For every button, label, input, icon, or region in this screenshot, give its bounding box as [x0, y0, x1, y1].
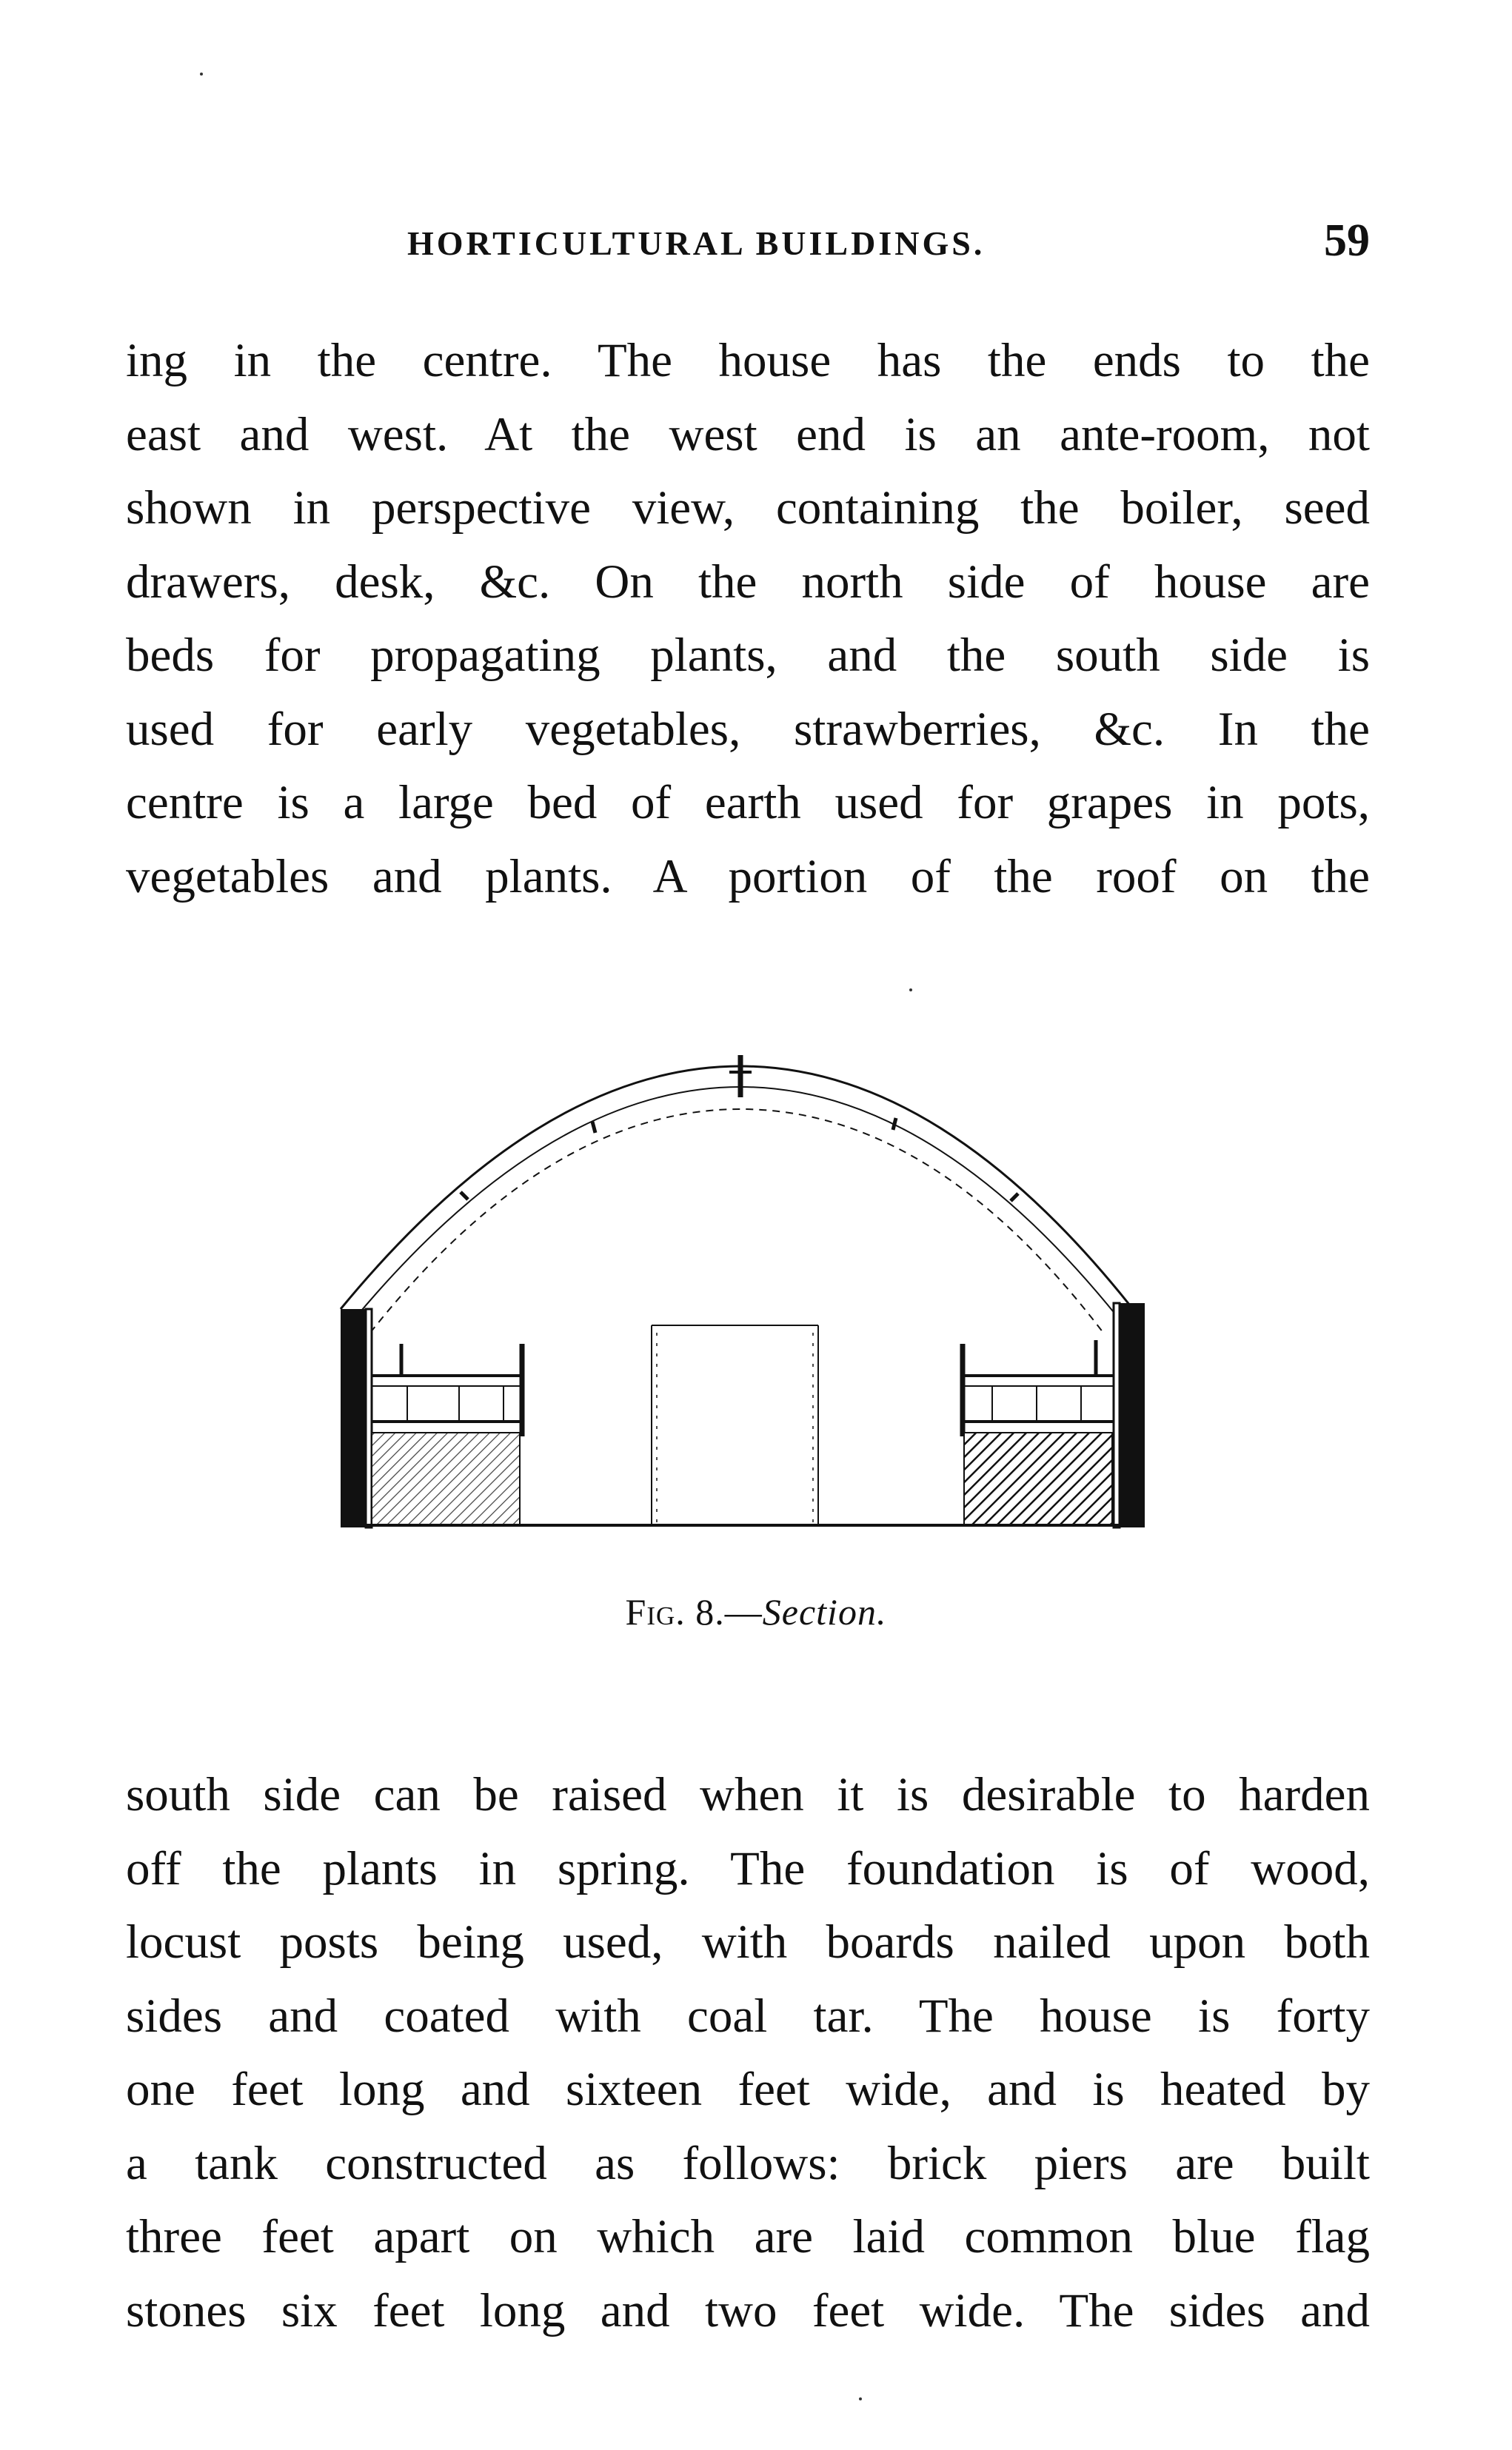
central-bed [652, 1325, 818, 1525]
text-line: shown in perspective view, containing the boiler, seed [126, 481, 1370, 535]
right-bench [963, 1340, 1114, 1436]
paragraph-bottom [126, 1758, 1370, 2348]
text-line: one feet long and sixteen feet wide, and is heated by [126, 2063, 1370, 2116]
left-soil-bed [372, 1433, 520, 1525]
caption-title: Section. [762, 1591, 887, 1633]
section-drawing [326, 1051, 1163, 1533]
running-header [126, 215, 1370, 281]
text-line: locust posts being used, with boards nailed upon both [126, 1915, 1370, 1969]
arched-roof [341, 1055, 1133, 1333]
caption-dash: — [724, 1591, 763, 1633]
right-soil-bed [964, 1433, 1112, 1525]
right-wall [1114, 1303, 1145, 1527]
left-wall [341, 1309, 372, 1527]
print-speck [200, 73, 203, 76]
text-line: used for early vegetables, strawberries, &c. In the [126, 702, 1370, 756]
text-line: a tank constructed as follows: brick piers are built [126, 2136, 1370, 2190]
paragraph-top [126, 324, 1370, 914]
text-line: stones six feet long and two feet wide. The sides and [126, 2283, 1370, 2337]
running-title: HORTICULTURAL BUILDINGS. [407, 224, 986, 262]
greenhouse-section-figure [326, 1051, 1163, 1533]
caption-prefix: Fig. 8. [625, 1591, 725, 1633]
text-line: south side can be raised when it is desirable to harden [126, 1768, 1370, 1821]
figure-caption [0, 1590, 1512, 1633]
print-speck [909, 988, 912, 991]
text-line: drawers, desk, &c. On the north side of house are [126, 555, 1370, 609]
print-speck [859, 2397, 862, 2400]
text-line: ing in the centre. The house has the ends to the [126, 334, 1370, 387]
page-number: 59 [1324, 215, 1370, 266]
text-line: centre is a large bed of earth used for grapes in pots, [126, 776, 1370, 829]
text-line: vegetables and plants. A portion of the roof on the [126, 849, 1370, 903]
text-line: beds for propagating plants, and the south side is [126, 629, 1370, 682]
text-line: three feet apart on which are laid common blue flag [126, 2210, 1370, 2263]
text-line: sides and coated with coal tar. The house is forty [126, 1989, 1370, 2043]
text-line: east and west. At the west end is an ante-room, not [126, 407, 1370, 461]
text-line: off the plants in spring. The foundation is of wood, [126, 1841, 1370, 1895]
left-bench [372, 1344, 522, 1436]
